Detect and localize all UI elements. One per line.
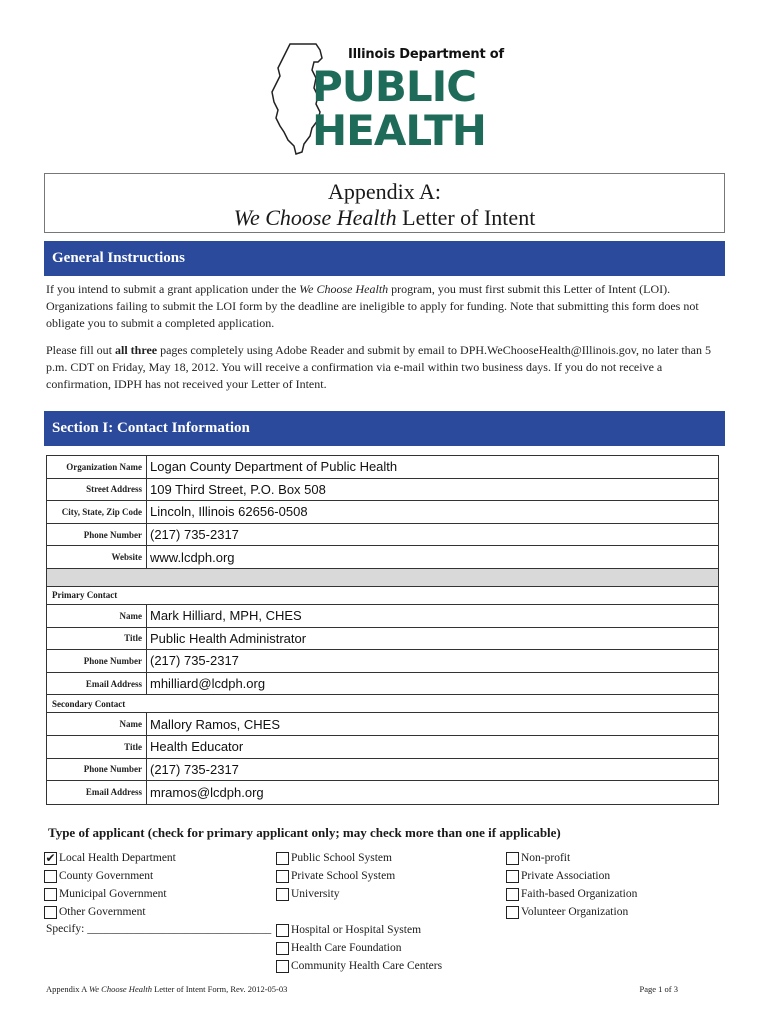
option-health-care-foundation[interactable]: [276, 940, 402, 956]
field-label: City, State, Zip Code: [47, 501, 147, 523]
logo-public-text: PUBLIC: [312, 62, 477, 111]
table-row: [47, 713, 718, 736]
instructions-paragraph-2: [46, 342, 726, 393]
option-label: County Government: [59, 870, 154, 882]
checkbox[interactable]: [276, 852, 289, 865]
table-row: [47, 524, 718, 547]
general-instructions-header: General Instructions: [44, 241, 725, 276]
divider-row: [47, 569, 718, 587]
footer-program-name: We Choose Health: [88, 984, 152, 994]
secondary-title-field[interactable]: Health Educator: [150, 739, 244, 755]
option-label: Other Government: [59, 906, 146, 918]
field-label: Phone Number: [47, 759, 147, 781]
table-row: [47, 479, 718, 502]
secondary-email-field[interactable]: mramos@lcdph.org: [150, 784, 264, 800]
field-label: Email Address: [47, 781, 147, 804]
organization-name-field[interactable]: Logan County Department of Public Health: [150, 459, 398, 475]
field-label: Title: [47, 628, 147, 650]
checkbox-checked[interactable]: ✔: [45, 851, 56, 865]
option-private-school-system[interactable]: [276, 868, 395, 884]
checkbox[interactable]: [276, 942, 289, 955]
option-label: Private Association: [521, 870, 611, 882]
table-row: [47, 650, 718, 673]
checkbox[interactable]: [44, 888, 57, 901]
table-row: [47, 605, 718, 628]
secondary-contact-heading-row: [47, 695, 718, 713]
checkbox[interactable]: [506, 906, 519, 919]
table-row: [47, 456, 718, 479]
option-county-government[interactable]: [44, 868, 153, 884]
field-label: Organization Name: [47, 456, 147, 478]
instructions-paragraph-1: [46, 281, 726, 332]
footer-form-revision: [46, 984, 287, 994]
secondary-phone-field[interactable]: (217) 735-2317: [150, 761, 239, 777]
section-contact-header: Section I: Contact Information: [44, 411, 725, 446]
checkbox[interactable]: [44, 906, 57, 919]
option-label: Community Health Care Centers: [291, 960, 443, 972]
p1-program-name: We Choose Health: [299, 282, 389, 296]
title-program-name: We Choose Health: [233, 205, 397, 230]
table-row: [47, 628, 718, 651]
field-label: Street Address: [47, 479, 147, 501]
primary-phone-field[interactable]: (217) 735-2317: [150, 653, 239, 669]
applicant-type-heading: Type of applicant (check for primary applicant only; may check more than one if applicable): [48, 825, 561, 840]
option-label: Volunteer Organization: [521, 906, 629, 918]
p2-bold: all three: [115, 343, 158, 357]
option-label: Local Health Department: [59, 852, 176, 864]
primary-contact-heading: Primary Contact: [52, 590, 118, 601]
p2-text-b: pages completely using Adobe Reader and submit by email to DPH.WeChooseHealth@Illinois.gov, no later than 5 p.m. CDT on Friday, May 18, 2012. You will receive a confirmation via e-mail within two business days. If you do not receive a confirmation, IDPH has not received your Letter of Intent.: [46, 343, 711, 391]
title-line2: [45, 205, 724, 231]
table-row: [47, 501, 718, 524]
idph-logo: [268, 40, 508, 158]
option-municipal-government[interactable]: [44, 886, 167, 902]
option-volunteer-organization[interactable]: [506, 904, 628, 920]
website-field[interactable]: www.lcdph.org: [150, 549, 235, 565]
option-public-school-system[interactable]: [276, 850, 392, 866]
field-label: Phone Number: [47, 650, 147, 672]
option-label: Hospital or Hospital System: [291, 924, 422, 936]
option-label: Non-profit: [521, 852, 571, 864]
table-row: [47, 673, 718, 696]
primary-contact-heading-row: [47, 587, 718, 605]
option-other-government[interactable]: [44, 904, 146, 920]
option-hospital[interactable]: [276, 922, 421, 938]
checkbox[interactable]: [276, 924, 289, 937]
checkbox[interactable]: [506, 888, 519, 901]
checkbox[interactable]: [276, 870, 289, 883]
field-label: Name: [47, 713, 147, 735]
logo-dept-text: Illinois Department of: [348, 47, 504, 62]
title-box: [44, 173, 725, 233]
checkbox[interactable]: [44, 870, 57, 883]
contact-table: [46, 455, 719, 805]
table-row: [47, 781, 718, 804]
option-private-association[interactable]: [506, 868, 610, 884]
primary-email-field[interactable]: mhilliard@lcdph.org: [150, 676, 266, 692]
street-address-field[interactable]: 109 Third Street, P.O. Box 508: [150, 481, 326, 497]
org-phone-field[interactable]: (217) 735-2317: [150, 527, 239, 543]
checkbox[interactable]: [506, 852, 519, 865]
option-label: Faith-based Organization: [521, 888, 638, 900]
title-line1: Appendix A:: [327, 179, 442, 204]
option-faith-based-organization[interactable]: [506, 886, 637, 902]
primary-title-field[interactable]: Public Health Administrator: [150, 630, 307, 646]
table-row: [47, 546, 718, 569]
option-community-health-care-centers[interactable]: [276, 958, 442, 974]
city-state-zip-field[interactable]: Lincoln, Illinois 62656-0508: [150, 504, 308, 520]
table-row: [47, 736, 718, 759]
field-label: Title: [47, 736, 147, 758]
p1-text-a: If you intend to submit a grant application under the: [46, 282, 300, 296]
field-label: Phone Number: [47, 524, 147, 546]
option-label: Health Care Foundation: [291, 942, 402, 954]
footer-text-b: Letter of Intent Form, Rev. 2012-05-03: [151, 984, 288, 994]
option-label: Public School System: [291, 852, 392, 864]
option-label: University: [291, 888, 340, 900]
checkbox[interactable]: [276, 888, 289, 901]
checkbox[interactable]: [276, 960, 289, 973]
option-label: Private School System: [291, 870, 396, 882]
table-row: [47, 759, 718, 782]
field-label: Website: [47, 546, 147, 568]
option-university[interactable]: [276, 886, 340, 902]
option-local-health-department[interactable]: [44, 850, 176, 866]
title-line2-rest: Letter of Intent: [396, 205, 536, 230]
specify-field[interactable]: Specify: ________________________________: [46, 923, 272, 935]
option-non-profit[interactable]: [506, 850, 570, 866]
secondary-contact-heading: Secondary Contact: [52, 698, 126, 709]
field-label: Email Address: [47, 673, 147, 695]
logo-health-text: HEALTH: [312, 106, 486, 155]
primary-name-field[interactable]: Mark Hilliard, MPH, CHES: [150, 608, 302, 624]
option-label: Municipal Government: [59, 888, 167, 900]
field-label: Name: [47, 605, 147, 627]
page-number: Page 1 of 3: [639, 984, 678, 994]
secondary-name-field[interactable]: Mallory Ramos, CHES: [150, 716, 281, 732]
footer-text-a: Appendix A: [46, 984, 89, 994]
p1-text-b: program, you must first submit this Letter of Intent (LOI). Organizations failing to submit the LOI form by the deadline are ineligible to apply for funding. Note that submitting this form does not obligate you to submit a completed application.: [46, 282, 699, 330]
p2-text-a: Please fill out: [46, 343, 115, 357]
checkbox[interactable]: [506, 870, 519, 883]
